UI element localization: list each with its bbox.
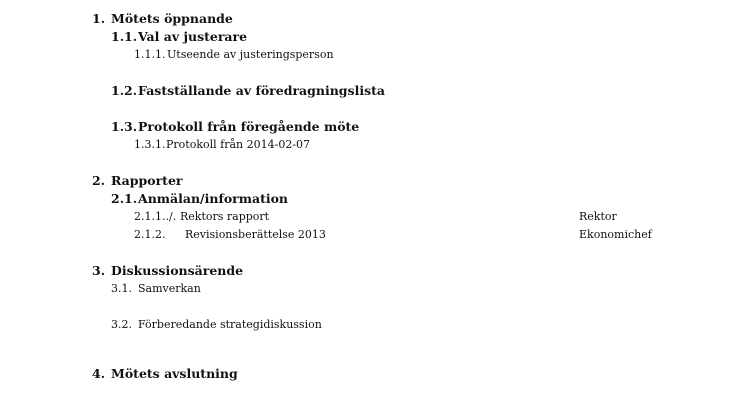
item-number: 3.1.	[111, 282, 132, 295]
agenda-item-1-3-1	[134, 138, 310, 152]
item-number: 3.	[92, 263, 106, 278]
item-title: Anmälan/information	[138, 191, 289, 206]
item-number: 3.2.	[111, 318, 132, 331]
item-number: 2.	[92, 173, 106, 188]
item-number: 2.1.2.	[134, 228, 166, 241]
agenda-item-2	[92, 174, 183, 188]
item-number: 2.1.1../.	[134, 210, 177, 223]
item-title: Fastställande av föredragningslista	[138, 83, 385, 98]
item-title: Rektors rapport	[180, 210, 270, 223]
responsible-person: Ekonomichef	[579, 228, 652, 241]
agenda-item-1	[92, 12, 233, 26]
item-title: Rapporter	[111, 173, 183, 188]
agenda-item-2-1-2	[134, 228, 326, 242]
item-number: 1.	[92, 11, 106, 26]
agenda-item-1-3	[111, 120, 359, 134]
agenda-item-1-2	[111, 84, 385, 98]
item-title: Mötets avslutning	[111, 366, 238, 381]
responsible-person: Rektor	[579, 210, 617, 223]
item-number: 1.2.	[111, 83, 138, 98]
item-title: Revisionsberättelse 2013	[185, 228, 326, 241]
item-title: Diskussionsärende	[111, 263, 244, 278]
agenda-item-1-1	[111, 30, 247, 44]
item-number: 1.1.	[111, 29, 138, 44]
item-number: 1.3.1.	[134, 138, 166, 151]
item-number: 4.	[92, 366, 106, 381]
item-title: Protokoll från föregående möte	[138, 119, 360, 134]
item-number: 2.1.	[111, 191, 138, 206]
item-title: Förberedande strategidiskussion	[138, 318, 322, 331]
agenda-item-2-1-1	[134, 210, 269, 224]
item-title: Mötets öppnande	[111, 11, 233, 26]
item-title: Samverkan	[138, 282, 201, 295]
item-title: Utseende av justeringsperson	[167, 48, 334, 61]
agenda-item-3-2	[111, 318, 322, 332]
agenda-item-3	[92, 264, 243, 278]
item-title: Protokoll från 2014-02-07	[166, 138, 311, 151]
agenda-item-4	[92, 367, 238, 381]
agenda-item-1-1-1	[134, 48, 334, 62]
item-title: Val av justerare	[138, 29, 248, 44]
item-number: 1.3.	[111, 119, 138, 134]
agenda-item-3-1	[111, 282, 201, 296]
item-number: 1.1.1.	[134, 48, 166, 61]
agenda-item-2-1	[111, 192, 288, 206]
